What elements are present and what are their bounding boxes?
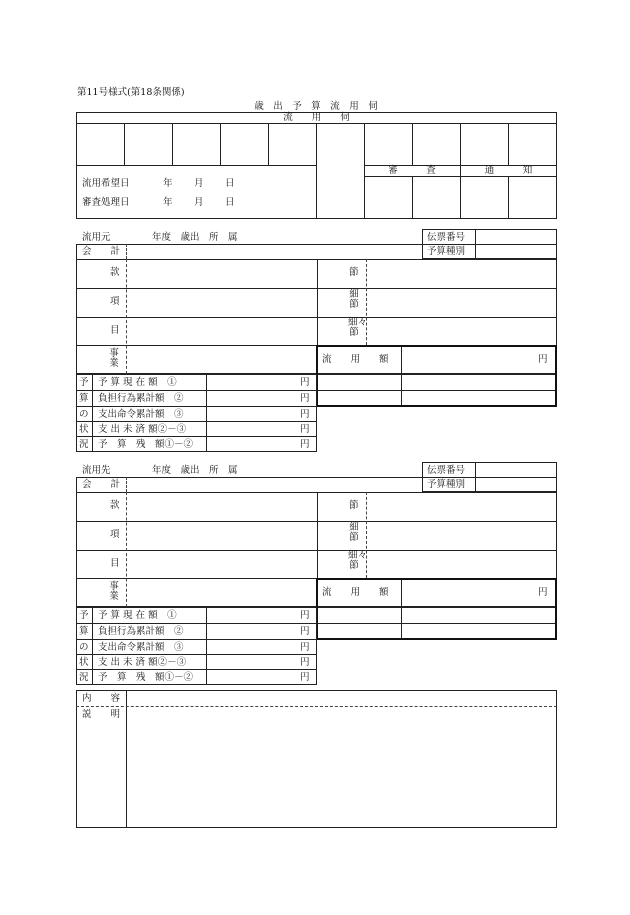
notice-label: 通 知 [484,165,533,176]
status-row-label: 予 算 残 額①－② [98,672,194,683]
status-row-label: 支出命令累計額 ③ [98,409,184,420]
content-label: 内 容 [82,693,121,704]
status-row-unit: 円 [300,393,310,404]
explain-label: 説 明 [82,709,121,720]
status-row-label: 負担行為累計額 ② [98,626,184,637]
moku-label: 目 [110,558,120,569]
account-label: 会 計 [82,479,121,490]
status-row-unit: 円 [300,626,310,637]
status-row-label: 予 算 現 在 額 ① [98,610,177,621]
status-char: 況 [79,439,89,450]
status-row-unit: 円 [300,439,310,450]
form-number: 第11号様式(第18条関係) [77,87,185,98]
status-char: 算 [79,393,89,404]
processed-month: 月 [194,197,204,208]
status-char: 算 [79,626,89,637]
desired-year: 年 [163,178,173,189]
status-row-label: 予 算 残 額①－② [98,439,194,450]
status-row-unit: 円 [300,424,310,435]
explanation-input-area[interactable] [128,708,555,826]
status-char: 予 [79,377,89,388]
jigyo-label: 事業 [109,348,119,369]
section-name: 流用先 [82,465,111,476]
desired-day: 日 [225,178,235,189]
processed-year: 年 [163,197,173,208]
jigyo-label: 事業 [109,581,119,602]
status-row-label: 支出命令累計額 ③ [98,642,184,653]
slip-label: 伝票番号 [427,465,466,476]
status-char: 状 [79,424,89,435]
status-row-label: 支 出 未 済 額②－③ [98,424,187,435]
saisetsu-label: 細節 [349,289,359,310]
approval-subtitle: 流 用 伺 [283,112,350,123]
status-row-unit: 円 [300,409,310,420]
status-row-label: 予 算 現 在 額 ① [98,377,177,388]
status-row-unit: 円 [300,672,310,683]
kou-label: 項 [110,296,120,307]
year-dept: 年度 歳出 所 属 [152,465,238,476]
year-dept: 年度 歳出 所 属 [152,232,238,243]
review-label: 審 査 [388,165,436,176]
section-name: 流用元 [82,232,111,243]
kan-label: 款 [110,267,120,278]
status-char: の [79,409,89,420]
desired-date-label: 流用希望日 [82,178,130,189]
budget-type-label: 予算種別 [427,479,466,490]
status-char: 予 [79,610,89,621]
saisaisetsu-label: 細々節 [348,550,368,571]
amount-label: 流 用 額 [322,587,389,598]
budget-type-label: 予算種別 [427,246,466,257]
desired-month: 月 [194,178,204,189]
processed-date-label: 審査処理日 [82,197,130,208]
slip-label: 伝票番号 [427,232,466,243]
status-row-unit: 円 [300,377,310,388]
status-row-unit: 円 [300,642,310,653]
status-row-label: 支 出 未 済 額②－③ [98,657,187,668]
saisetsu-label: 細節 [349,522,359,543]
setsu-label: 節 [349,267,359,278]
status-char: 況 [79,672,89,683]
amount-yen: 円 [538,587,548,598]
amount-label: 流 用 額 [322,354,389,365]
saisaisetsu-label: 細々節 [348,317,368,338]
amount-yen: 円 [538,354,548,365]
kou-label: 項 [110,529,120,540]
processed-day: 日 [225,197,235,208]
status-row-label: 負担行為累計額 ② [98,393,184,404]
moku-label: 目 [110,325,120,336]
status-char: の [79,642,89,653]
status-row-unit: 円 [300,610,310,621]
account-label: 会 計 [82,246,121,257]
kan-label: 款 [110,500,120,511]
status-row-unit: 円 [300,657,310,668]
status-char: 状 [79,657,89,668]
form-title: 歳 出 予 算 流 用 伺 [254,101,378,112]
setsu-label: 節 [349,500,359,511]
